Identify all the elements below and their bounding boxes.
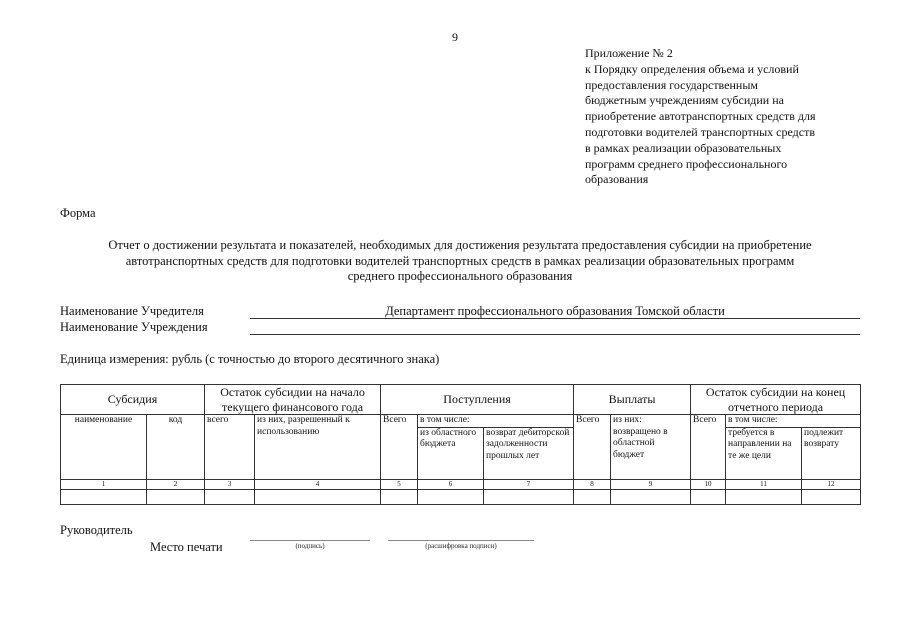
institution-field[interactable] (250, 320, 860, 335)
appendix-line: к Порядку определения объема и условий (585, 61, 799, 76)
subheader-receivables: возврат дебиторской задолженности прошлых лет (484, 427, 574, 479)
subheader-name: наименование (61, 415, 147, 480)
subheader-end-total: Всего (691, 415, 726, 480)
subheader-total: всего (205, 415, 255, 480)
table-cell[interactable] (418, 489, 484, 504)
table-row (61, 489, 861, 504)
stamp-label: Место печати (150, 540, 223, 554)
institution-label: Наименование Учреждения (60, 320, 208, 334)
column-number: 8 (574, 479, 611, 489)
table-cell[interactable] (611, 489, 691, 504)
subheader-required-same: требуется в направлении на те же цели (726, 427, 802, 479)
page-number: 9 (452, 30, 458, 44)
subheader-payments-total: Всего (574, 415, 611, 480)
appendix-line: образования (585, 172, 649, 187)
subheader-receipts-total: Всего (381, 415, 418, 480)
column-number: 10 (691, 479, 726, 489)
column-number: 4 (255, 479, 381, 489)
header-payments: Выплаты (574, 385, 691, 415)
table-cell[interactable] (147, 489, 205, 504)
table-cell[interactable] (802, 489, 861, 504)
decoding-line[interactable] (388, 540, 534, 541)
unit-of-measure: Единица измерения: рубль (с точностью до второго десятичного знака) (60, 352, 440, 366)
column-number: 11 (726, 479, 802, 489)
subheader-to-return: подлежит возврату (802, 427, 861, 479)
column-number: 5 (381, 479, 418, 489)
decoding-caption: (расшифровка подписи) (425, 542, 497, 550)
subheader-code: код (147, 415, 205, 480)
table-cell[interactable] (205, 489, 255, 504)
report-title (60, 238, 860, 285)
column-number: 1 (61, 479, 147, 489)
column-number: 2 (147, 479, 205, 489)
header-receipts: Поступления (381, 385, 574, 415)
column-number: 9 (611, 479, 691, 489)
subheader-end-including: в том числе: (726, 415, 861, 428)
appendix-line: приобретение автотранспортных средств для (585, 109, 816, 124)
appendix-line: программ среднего профессионального (585, 156, 788, 171)
table-cell[interactable] (691, 489, 726, 504)
title-line: автотранспортных средств для подготовки водителей транспортных средств в рамках реализации образовательных программ (125, 253, 795, 268)
signature-caption: (подпись) (295, 542, 325, 550)
table-cell[interactable] (574, 489, 611, 504)
founder-label: Наименование Учредителя (60, 304, 204, 318)
table-cell[interactable] (484, 489, 574, 504)
title-line: среднего профессионального образования (347, 269, 573, 284)
subheader-regional-budget: из областного бюджета (418, 427, 484, 479)
appendix-line: бюджетным учреждениям субсидии на (585, 93, 784, 108)
title-line: Отчет о достижении результата и показателей, необходимых для достижения результата предоставления субсидии на приобретение (108, 238, 812, 252)
subheader-allowed: из них, разрешенный к использованию (255, 415, 381, 480)
appendix-line: Приложение № 2 (585, 46, 673, 60)
column-number: 7 (484, 479, 574, 489)
column-number: 6 (418, 479, 484, 489)
table-cell[interactable] (381, 489, 418, 504)
founder-field[interactable]: Департамент профессионального образования Томской области (250, 304, 860, 319)
appendix-line: подготовки водителей транспортных средств (585, 124, 816, 139)
table-cell[interactable] (726, 489, 802, 504)
signature-line[interactable] (250, 540, 370, 541)
subheader-including: в том числе: (418, 415, 574, 428)
column-number: 12 (802, 479, 861, 489)
report-table (60, 384, 861, 505)
header-balance-end: Остаток субсидии на конец отчетного периода (691, 385, 861, 415)
appendix-header (585, 46, 885, 188)
form-label: Форма (60, 206, 96, 220)
table-cell[interactable] (61, 489, 147, 504)
header-subsidy: Субсидия (61, 385, 205, 415)
table-cell[interactable] (255, 489, 381, 504)
header-balance-start: Остаток субсидии на начало текущего финансового года (205, 385, 381, 415)
column-number: 3 (205, 479, 255, 489)
appendix-line: в рамках реализации образовательных (585, 140, 782, 155)
head-label: Руководитель (60, 523, 133, 537)
subheader-of-them: из них: возвращено в областной бюджет (611, 415, 691, 480)
appendix-line: предоставления государственным (585, 77, 758, 92)
